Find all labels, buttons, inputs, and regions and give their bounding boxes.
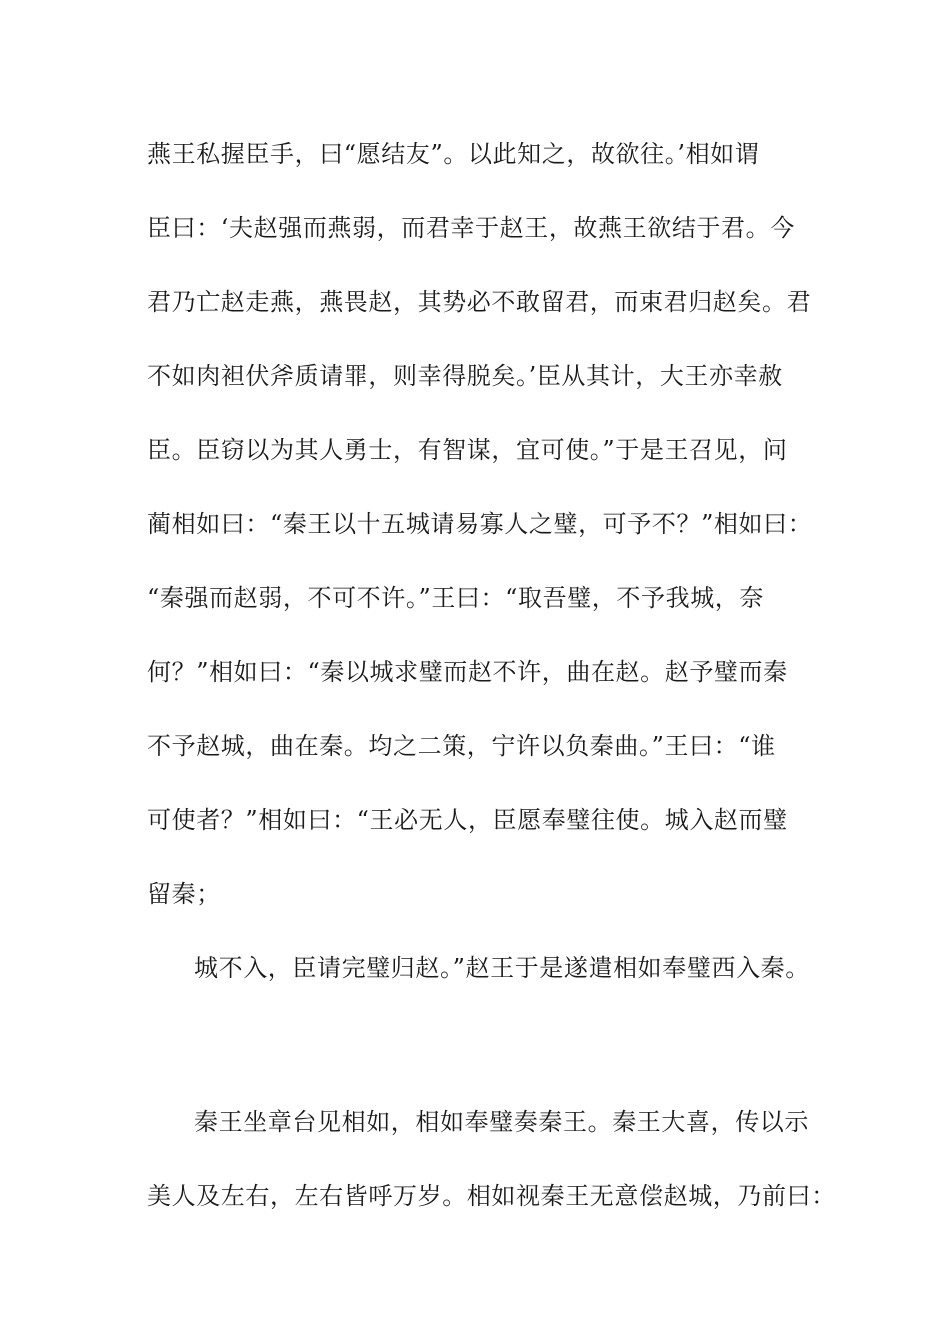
text-line: 燕王私握臣手，曰“愿结友”。以此知之，故欲往。’相如谓 bbox=[147, 140, 760, 168]
text-line: “秦强而赵弱，不可不许。”王曰：“取吾璧，不予我城，奈 bbox=[147, 584, 765, 612]
text-line: 不如肉袒伏斧质请罪，则幸得脱矣。’臣从其计，大王亦幸赦 bbox=[147, 362, 783, 390]
text-line: 美人及左右，左右皆呼万岁。相如视秦王无意偿赵城，乃前曰： bbox=[147, 1182, 836, 1210]
text-line: 可使者？”相如曰：“王必无人，臣愿奉璧往使。城入赵而璧 bbox=[147, 806, 788, 834]
text-line: 何？”相如曰：“秦以城求璧而赵不许，曲在赵。赵予璧而秦 bbox=[147, 658, 788, 686]
paragraph-first-line: 秦王坐章台见相如，相如奉璧奏秦王。秦王大喜，传以示 bbox=[194, 1108, 809, 1136]
text-line: 君乃亡赵走燕，燕畏赵，其势必不敢留君，而束君归赵矣。君 bbox=[147, 288, 812, 316]
text-line: 不予赵城，曲在秦。均之二策，宁许以负秦曲。”王曰：“谁 bbox=[147, 732, 776, 760]
text-line: 蔺相如曰：“秦王以十五城请易寡人之璧，可予不？”相如曰： bbox=[147, 510, 813, 538]
text-line: 臣。臣窃以为其人勇士，有智谋，宜可使。”于是王召见，问 bbox=[147, 436, 788, 464]
paragraph-first-line: 城不入，臣请完璧归赵。”赵王于是遂遣相如奉璧西入秦。 bbox=[194, 954, 810, 982]
text-line: 留秦； bbox=[147, 880, 221, 908]
text-line: 臣曰：‘夫赵强而燕弱，而君幸于赵王，故燕王欲结于君。今 bbox=[147, 214, 795, 242]
